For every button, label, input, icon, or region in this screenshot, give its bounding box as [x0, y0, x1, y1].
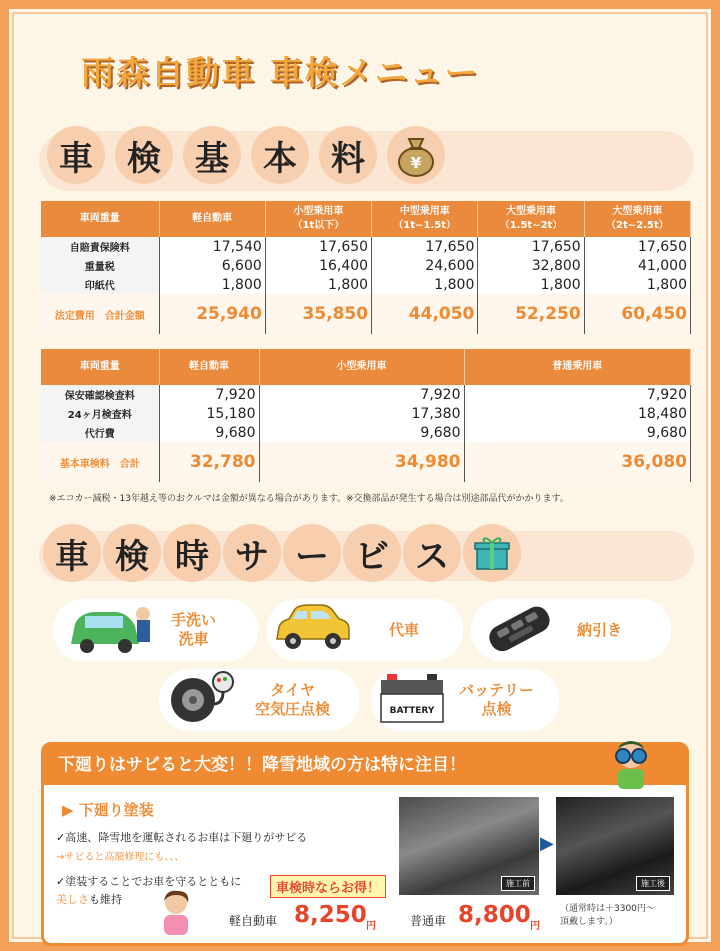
after-photo — [556, 797, 674, 895]
car-icon — [273, 603, 353, 657]
service-label: バッテリー 点検 — [459, 681, 535, 718]
table-cell: 41,000 — [584, 256, 690, 275]
binoculars-icon — [608, 739, 654, 795]
before-tag: 施工前 — [501, 876, 535, 891]
battery-text: BATTERY — [389, 706, 435, 716]
service-battery-check — [371, 669, 559, 731]
total-cell: 52,250 — [478, 294, 584, 334]
column-header: 普通乗用車 — [464, 349, 691, 385]
column-header: 軽自動車 — [159, 201, 265, 237]
table-cell: 1,800 — [159, 275, 265, 294]
heading-char: ス — [403, 524, 461, 582]
table-cell: 1,800 — [478, 275, 584, 294]
column-header: 車両重量 — [41, 201, 159, 237]
underbody-subtitle: ▶ 下廻り塗装 — [62, 801, 154, 819]
table-cell: 9,680 — [159, 423, 259, 442]
total-cell: 44,050 — [372, 294, 478, 334]
car-key-icon — [481, 600, 557, 660]
row-label: 代行費 — [41, 423, 159, 442]
service-label: 代車 — [389, 620, 420, 639]
table-cell: 32,800 — [478, 256, 584, 275]
table-cell: 24,600 — [372, 256, 478, 275]
tire-gauge-icon — [167, 670, 237, 730]
underbody-headline: 下廻りはサビると大変！！降雪地域の方は特に注目！ — [44, 745, 686, 785]
table-cell: 15,180 — [159, 404, 259, 423]
heading-char: 料 — [319, 126, 377, 184]
normal-car-note: （通常時は＋3300円～ 頂戴します。） — [560, 904, 655, 927]
total-cell: 36,080 — [464, 442, 691, 482]
total-cell: 34,980 — [259, 442, 464, 482]
section1-heading — [47, 126, 445, 184]
heading-char: 本 — [251, 126, 309, 184]
total-cell: 32,780 — [159, 442, 259, 482]
table-cell: 16,400 — [265, 256, 371, 275]
normal-car-yen: 円 — [530, 921, 540, 932]
column-header: 大型乗用車 （2t~2.5t） — [584, 201, 690, 237]
column-header: 軽自動車 — [159, 349, 259, 385]
total-cell: 60,450 — [584, 294, 690, 334]
total-cell: 35,850 — [265, 294, 371, 334]
column-header: 小型乗用車 — [259, 349, 464, 385]
battery-icon — [377, 670, 447, 730]
table-cell: 7,920 — [259, 385, 464, 404]
table-cell: 17,650 — [265, 237, 371, 256]
table-cell: 17,380 — [259, 404, 464, 423]
heading-char: 検 — [103, 524, 161, 582]
table-row — [41, 423, 691, 442]
table-cell: 7,920 — [464, 385, 691, 404]
total-label: 基本車検料 合計 — [41, 442, 159, 482]
service-delivery — [471, 599, 671, 661]
service-label: タイヤ 空気圧点検 — [255, 681, 331, 718]
basic-fees-table — [41, 349, 691, 482]
table-cell: 1,800 — [265, 275, 371, 294]
table-cell: 1,800 — [372, 275, 478, 294]
row-label: 重量税 — [41, 256, 159, 275]
car-wash-icon — [67, 600, 153, 660]
table-row — [41, 256, 691, 275]
gift-icon — [463, 524, 521, 582]
service-loaner-car — [267, 599, 463, 661]
table-row — [41, 237, 691, 256]
table-cell: 9,680 — [259, 423, 464, 442]
table-cell: 17,650 — [478, 237, 584, 256]
kei-car-price: 8,250 — [294, 902, 367, 928]
table-cell: 17,540 — [159, 237, 265, 256]
total-label: 法定費用 合計金額 — [41, 294, 159, 334]
column-header: 大型乗用車 （1.5t~2t） — [478, 201, 584, 237]
table-cell: 6,600 — [159, 256, 265, 275]
table-row — [41, 404, 691, 423]
page-title: 雨森自動車 車検メニュー — [81, 53, 480, 92]
legal-fees-table — [41, 201, 691, 334]
service-car-wash — [53, 599, 258, 661]
table-cell: 9,680 — [464, 423, 691, 442]
heading-char: 時 — [163, 524, 221, 582]
point-repair: →サビると高額修理にも、、、 — [56, 852, 185, 863]
normal-car-price: 8,800 — [458, 902, 531, 928]
heading-char: 車 — [47, 126, 105, 184]
heading-char: サ — [223, 524, 281, 582]
total-cell: 25,940 — [159, 294, 265, 334]
service-label: 納引き — [577, 620, 623, 639]
heading-char: 検 — [115, 126, 173, 184]
heading-char: ビ — [343, 524, 401, 582]
promo-banner: 車検時ならお得！ — [270, 875, 386, 898]
table-cell: 17,650 — [584, 237, 690, 256]
table-row — [41, 385, 691, 404]
kei-car-yen: 円 — [366, 921, 376, 932]
money-bag-icon — [387, 126, 445, 184]
row-label: 印紙代 — [41, 275, 159, 294]
arrow-right-icon: ▶ — [540, 833, 554, 854]
total-row — [41, 442, 691, 482]
heading-char: 車 — [43, 524, 101, 582]
column-header: 車両重量 — [41, 349, 159, 385]
after-tag: 施工後 — [636, 876, 670, 891]
svg-text:¥: ¥ — [410, 154, 422, 172]
table-cell: 7,920 — [159, 385, 259, 404]
service-label: 手洗い 洗車 — [171, 611, 217, 648]
total-row — [41, 294, 691, 334]
heading-char: ー — [283, 524, 341, 582]
table-header-row — [41, 201, 691, 237]
underbody-coating-panel — [41, 742, 689, 946]
row-label: 24ヶ月検査料 — [41, 404, 159, 423]
before-photo — [399, 797, 539, 895]
point-beauty: 美しさも維持 — [56, 893, 122, 906]
table-cell: 1,800 — [584, 275, 690, 294]
table-cell: 18,480 — [464, 404, 691, 423]
column-header: 小型乗用車 （1t以下） — [265, 201, 371, 237]
table-header-row — [41, 349, 691, 385]
row-label: 自賠責保険料 — [41, 237, 159, 256]
customer-icon — [156, 889, 196, 939]
column-header: 中型乗用車 （1t~1.5t） — [372, 201, 478, 237]
point-protect: ✓塗装することでお車を守るとともに — [56, 875, 242, 888]
table-cell: 17,650 — [372, 237, 478, 256]
fee-note: ※エコカー減税・13年越え等のおクルマは金額が異なる場合があります。※交換部品が発生する場合は別途部品代がかかります。 — [49, 494, 569, 504]
point-rust: ✓高速、降雪地を運転されるお車は下廻りがサビる — [56, 831, 308, 844]
normal-car-label: 普通車 — [410, 914, 447, 928]
section2-heading — [43, 524, 521, 582]
kei-car-label: 軽自動車 — [229, 914, 278, 928]
service-tire-check — [159, 669, 359, 731]
heading-char: 基 — [183, 126, 241, 184]
table-row — [41, 275, 691, 294]
row-label: 保安確認検査料 — [41, 385, 159, 404]
